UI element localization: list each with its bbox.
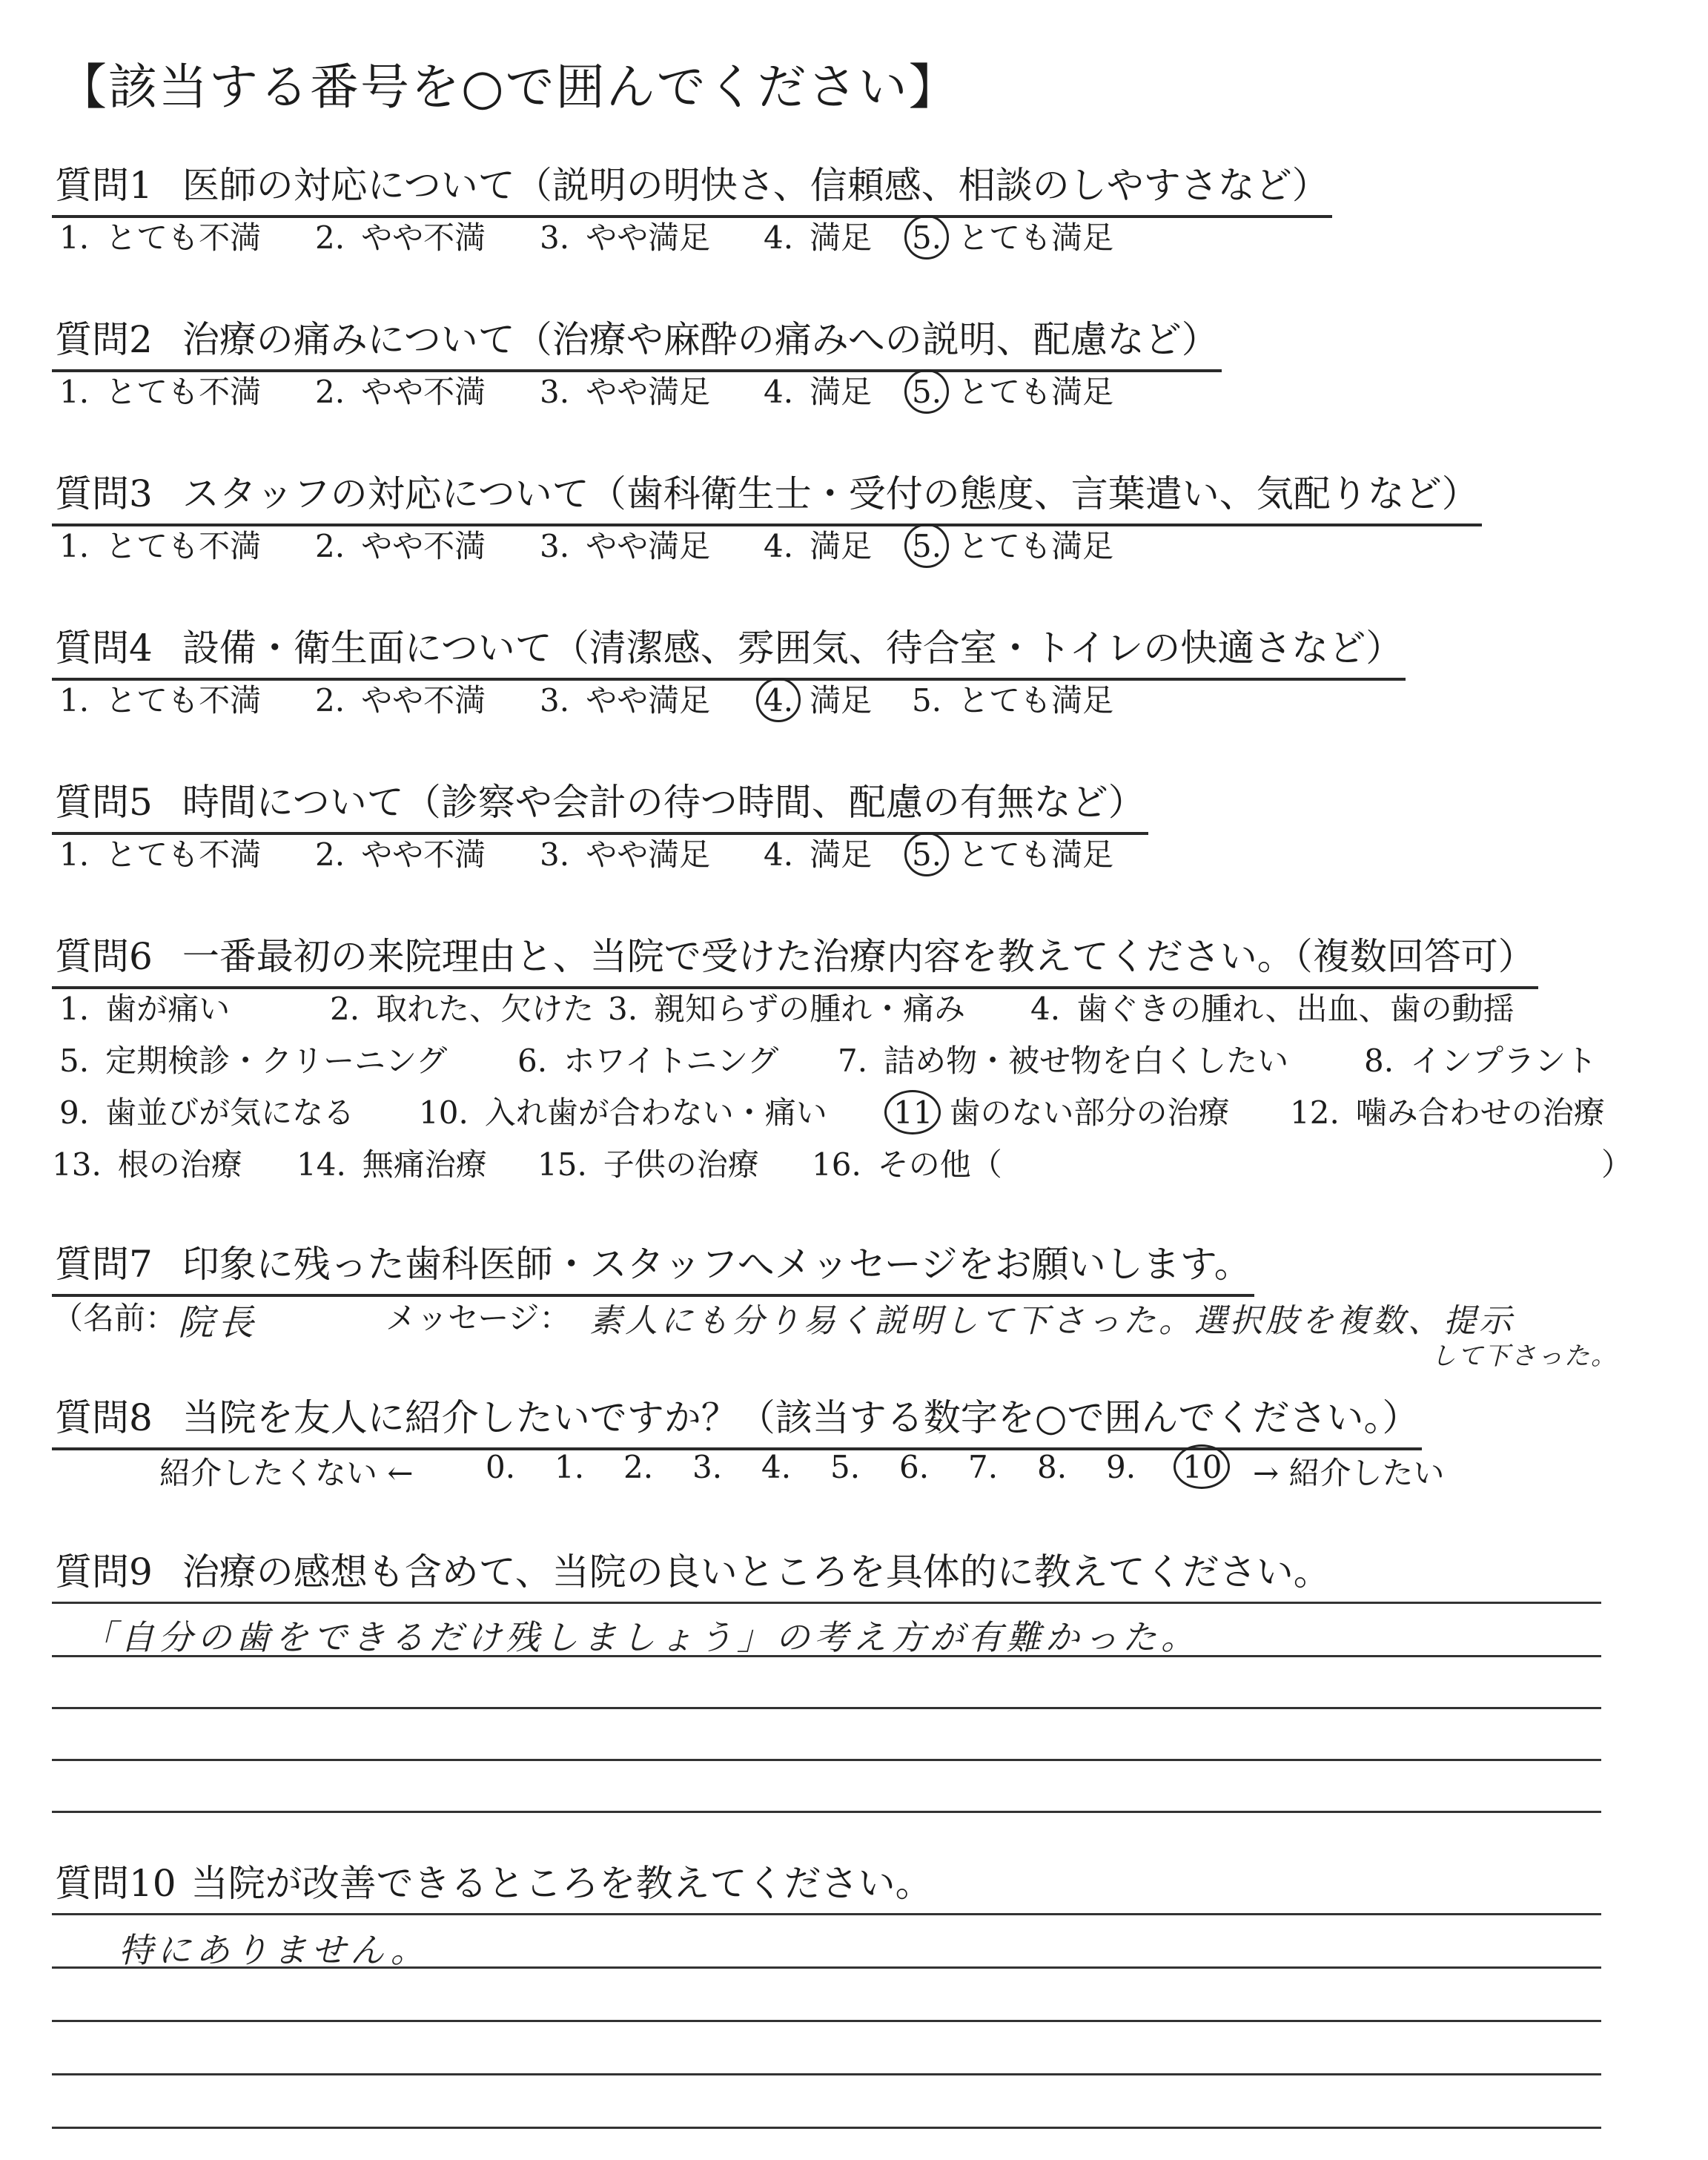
q7-name-value[interactable]: 院長: [178, 1302, 259, 1344]
q4-option-3[interactable]: 3. やや満足: [540, 682, 711, 719]
q7-message-label: メッセージ：: [385, 1300, 571, 1336]
q6-option-14[interactable]: 14. 無痛治療: [297, 1146, 487, 1183]
question-1-title: [52, 156, 1332, 218]
q1-option-2[interactable]: 2. やや不満: [315, 219, 486, 256]
q6-option-5[interactable]: 5. 定期検診・クリーニング: [59, 1043, 448, 1079]
q2-option-5[interactable]: 5. とても満足: [912, 374, 1114, 410]
question-2-title: [52, 310, 1222, 372]
question-6-number: 質問6: [55, 935, 153, 978]
q10-answer-line-2: [52, 1966, 1601, 1969]
q8-option-1[interactable]: 1.: [555, 1449, 585, 1485]
q10-answer-line-4: [52, 2073, 1601, 2075]
q2-option-3[interactable]: 3. やや満足: [540, 374, 711, 410]
q8-option-6[interactable]: 6.: [899, 1449, 930, 1485]
q3-option-3[interactable]: 3. やや満足: [540, 528, 711, 564]
q8-option-7[interactable]: 7.: [968, 1449, 999, 1485]
q7-message-line-1[interactable]: 素人にも分り易く説明して下さった。選択肢を複数、提示: [589, 1302, 1515, 1340]
q5-option-4[interactable]: 4. 満足: [764, 836, 873, 873]
q2-option-1[interactable]: 1. とても不満: [59, 374, 262, 410]
question-4-title: [52, 618, 1406, 681]
q5-option-2[interactable]: 2. やや不満: [315, 836, 486, 873]
q3-option-1[interactable]: 1. とても不満: [59, 528, 262, 564]
q8-option-10[interactable]: 10: [1182, 1449, 1222, 1485]
question-6-title: [52, 927, 1538, 989]
q8-option-2[interactable]: 2.: [623, 1449, 654, 1485]
q6-option-8[interactable]: 8. インプラント: [1364, 1043, 1598, 1079]
q8-option-8[interactable]: 8.: [1037, 1449, 1068, 1485]
q6-option-7[interactable]: 7. 詰め物・被せ物を白くしたい: [838, 1043, 1289, 1079]
q7-name-label: （名前：: [52, 1300, 177, 1336]
q9-answer-line-2: [52, 1655, 1601, 1657]
q9-answer-line-3: [52, 1707, 1601, 1709]
question-2-text: 治療の痛みについて（治療や麻酔の痛みへの説明、配慮など）: [182, 318, 1219, 361]
q6-option-10[interactable]: 10. 入れ歯が合わない・痛い: [419, 1094, 827, 1131]
q10-answer-line-3: [52, 2020, 1601, 2022]
question-9-title: [52, 1542, 1334, 1602]
question-6-text: 一番最初の来院理由と、当院で受けた治療内容を教えてください。（複数回答可）: [182, 935, 1535, 978]
question-5-number: 質問5: [55, 781, 153, 824]
question-3-number: 質問3: [55, 472, 153, 515]
question-3-text: スタッフの対応について（歯科衛生士・受付の態度、言葉遣い、気配りなど）: [182, 472, 1479, 515]
question-1-text: 医師の対応について（説明の明快さ、信頼感、相談のしやすさなど）: [182, 164, 1329, 207]
q4-option-1[interactable]: 1. とても不満: [59, 682, 262, 719]
question-5-text: 時間について（診察や会計の待つ時間、配慮の有無など）: [182, 781, 1145, 824]
q9-answer-line-1: [52, 1602, 1601, 1604]
q5-option-1[interactable]: 1. とても不満: [59, 836, 262, 873]
q6-option-13[interactable]: 13. 根の治療: [52, 1146, 242, 1183]
q9-answer-line-4: [52, 1759, 1601, 1761]
q6-option-1[interactable]: 1. 歯が痛い: [59, 991, 231, 1027]
question-10-title: [52, 1854, 936, 1913]
q8-right-label: → 紹介したい: [1253, 1455, 1445, 1491]
question-10-text: 当院が改善できるところを教えてください。: [191, 1862, 933, 1905]
q5-option-3[interactable]: 3. やや満足: [540, 836, 711, 873]
q8-option-9[interactable]: 9.: [1106, 1449, 1136, 1485]
q6-option-12[interactable]: 12. 噛み合わせの治療: [1290, 1094, 1605, 1131]
q1-option-3[interactable]: 3. やや満足: [540, 219, 711, 256]
question-8-title: [52, 1388, 1422, 1450]
question-4-text: 設備・衛生面について（清潔感、雰囲気、待合室・トイレの快適さなど）: [182, 627, 1403, 670]
q3-option-2[interactable]: 2. やや不満: [315, 528, 486, 564]
question-1-number: 質問1: [55, 164, 153, 207]
q1-option-5[interactable]: 5. とても満足: [912, 219, 1114, 256]
instruction-header: 【該当する番号を○で囲んでください】: [58, 59, 959, 116]
q1-option-1[interactable]: 1. とても不満: [59, 219, 262, 256]
question-2-number: 質問2: [55, 318, 153, 361]
question-4-number: 質問4: [55, 627, 153, 670]
question-8-number: 質問8: [55, 1396, 153, 1439]
q8-option-5[interactable]: 5.: [830, 1449, 861, 1485]
q1-option-4[interactable]: 4. 満足: [764, 219, 873, 256]
q6-option-16[interactable]: 16. その他（: [812, 1146, 1002, 1183]
q6-option-6[interactable]: 6. ホワイトニング: [517, 1043, 779, 1079]
q4-option-2[interactable]: 2. やや不満: [315, 682, 486, 719]
q6-option-15[interactable]: 15. 子供の治療: [537, 1146, 759, 1183]
q9-answer-line-5: [52, 1811, 1601, 1813]
q8-option-0[interactable]: 0.: [486, 1449, 516, 1485]
q6-option-3[interactable]: 3. 親知らずの腫れ・痛み: [608, 991, 966, 1027]
question-5-title: [52, 773, 1148, 835]
q4-option-5[interactable]: 5. とても満足: [912, 682, 1114, 719]
q10-answer[interactable]: 特にありません。: [119, 1930, 429, 1970]
q2-option-2[interactable]: 2. やや不満: [315, 374, 486, 410]
question-7-number: 質問7: [55, 1243, 153, 1286]
q8-option-4[interactable]: 4.: [761, 1449, 792, 1485]
question-9-number: 質問9: [55, 1550, 153, 1593]
q5-option-5[interactable]: 5. とても満足: [912, 836, 1114, 873]
question-10-number: 質問10: [55, 1862, 176, 1905]
question-9-text: 治療の感想も含めて、当院の良いところを具体的に教えてください。: [182, 1550, 1331, 1593]
question-7-text: 印象に残った歯科医師・スタッフへメッセージをお願いします。: [182, 1243, 1251, 1286]
question-7-title: [52, 1235, 1254, 1297]
q6-option-4[interactable]: 4. 歯ぐきの腫れ、出血、歯の動揺: [1030, 991, 1515, 1027]
q4-option-4[interactable]: 4. 満足: [764, 682, 873, 719]
question-3-title: [52, 464, 1482, 526]
q9-answer[interactable]: 「自分の歯をできるだけ残しましょう」の考え方が有難かった。: [82, 1617, 1199, 1657]
q6-option-11[interactable]: 11 歯のない部分の治療: [893, 1094, 1230, 1131]
q6-option-9[interactable]: 9. 歯並びが気になる: [59, 1094, 355, 1131]
q6-option-2[interactable]: 2. 取れた、欠けた: [330, 991, 595, 1027]
q8-left-label: 紹介したくない ←: [159, 1455, 414, 1491]
q6-other-close: ）: [1601, 1146, 1633, 1183]
q2-option-4[interactable]: 4. 満足: [764, 374, 873, 410]
q10-answer-line-5: [52, 2127, 1601, 2129]
q10-answer-line-1: [52, 1913, 1601, 1915]
q3-option-5[interactable]: 5. とても満足: [912, 528, 1114, 564]
q3-option-4[interactable]: 4. 満足: [764, 528, 873, 564]
q7-message-line-2[interactable]: して下さった。: [1431, 1341, 1618, 1371]
question-8-text: 当院を友人に紹介したいですか？（該当する数字を○で囲んでください。）: [182, 1396, 1420, 1439]
q8-option-3[interactable]: 3.: [692, 1449, 723, 1485]
